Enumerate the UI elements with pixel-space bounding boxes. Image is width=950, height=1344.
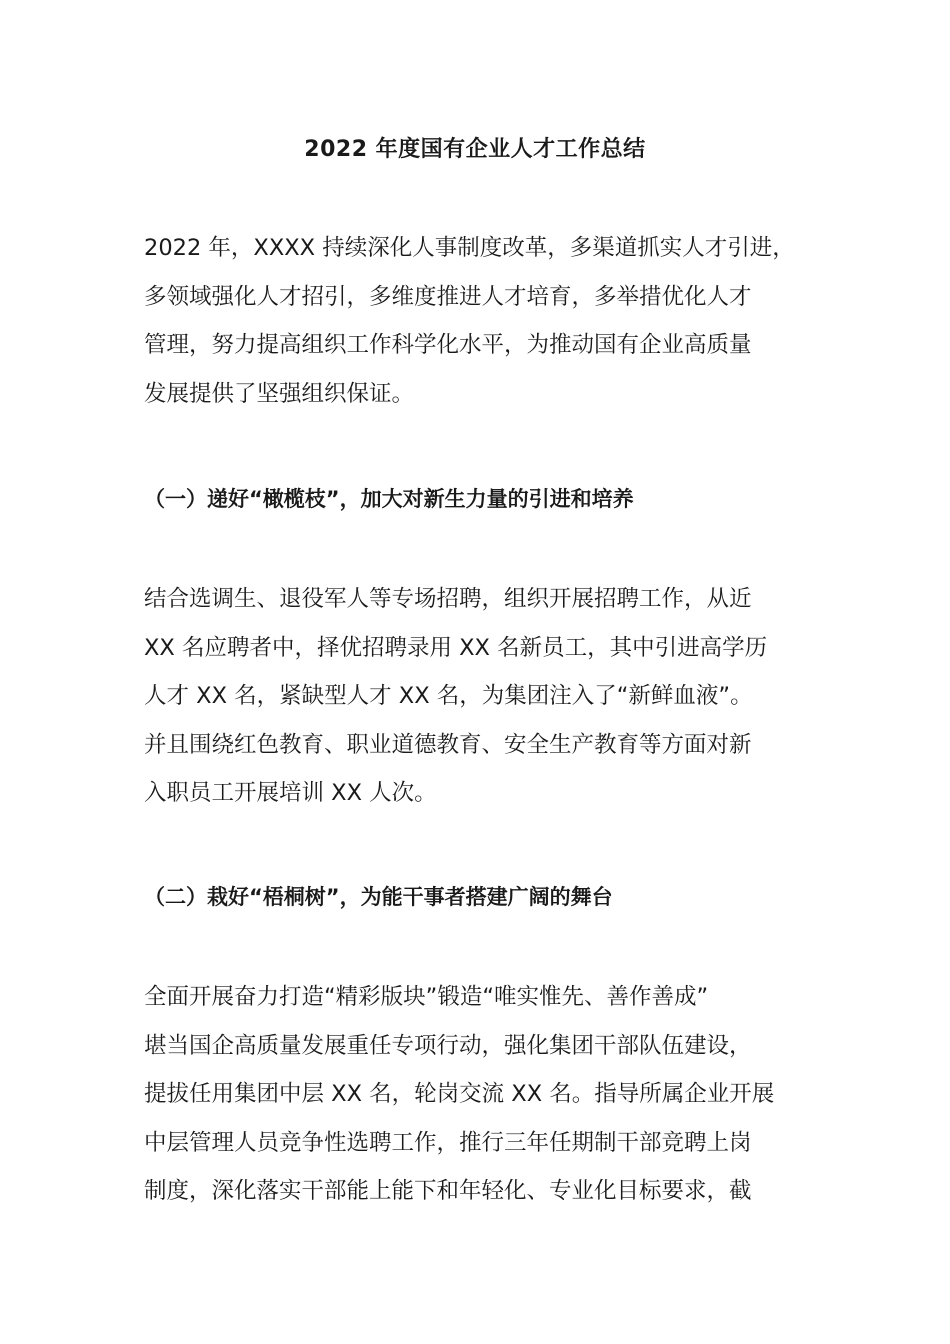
paragraph-line: 发展提供了坚强组织保证。 <box>144 380 415 407</box>
paragraph-line: 多领域强化人才招引，多维度推进人才培育，多举措优化人才 <box>144 283 752 310</box>
paragraph-line: 全面开展奋力打造“精彩版块”锻造“唯实惟先、善作善成” <box>144 984 709 1010</box>
section-paragraph-2 <box>144 973 814 1216</box>
paragraph-line: XX 名应聘者中，择优招聘录用 XX 名新员工，其中引进高学历 <box>144 634 768 661</box>
intro-paragraph <box>144 224 814 418</box>
section-paragraph-1 <box>144 575 814 818</box>
section-heading-1: （一）递好“橄榄枝”，加大对新生力量的引进和培养 <box>144 487 634 511</box>
paragraph-line: 中层管理人员竞争性选聘工作，推行三年任期制干部竞聘上岗 <box>144 1129 752 1156</box>
paragraph-line: 制度，深化落实干部能上能下和年轻化、专业化目标要求，截 <box>144 1178 752 1205</box>
paragraph-line: 并且围绕红色教育、职业道德教育、安全生产教育等方面对新 <box>144 731 752 758</box>
paragraph-line: 堪当国企高质量发展重任专项行动，强化集团干部队伍建设， <box>144 1032 752 1059</box>
document-title: 2022 年度国有企业人才工作总结 <box>304 137 646 162</box>
paragraph-line: 人才 XX 名，紧缺型人才 XX 名，为集团注入了“新鲜血液”。 <box>144 683 753 710</box>
paragraph-line: 管理，努力提高组织工作科学化水平，为推动国有企业高质量 <box>144 332 752 359</box>
section-heading-2: （二）栽好“梧桐树”，为能干事者搭建广阔的舞台 <box>144 885 613 909</box>
paragraph-line: 提拔任用集团中层 XX 名，轮岗交流 XX 名。指导所属企业开展 <box>144 1081 775 1108</box>
paragraph-line: 2022 年，XXXX 持续深化人事制度改革，多渠道抓实人才引进， <box>144 235 795 261</box>
paragraph-line: 结合选调生、退役军人等专场招聘，组织开展招聘工作，从近 <box>144 586 752 612</box>
paragraph-line: 入职员工开展培训 XX 人次。 <box>144 780 437 807</box>
